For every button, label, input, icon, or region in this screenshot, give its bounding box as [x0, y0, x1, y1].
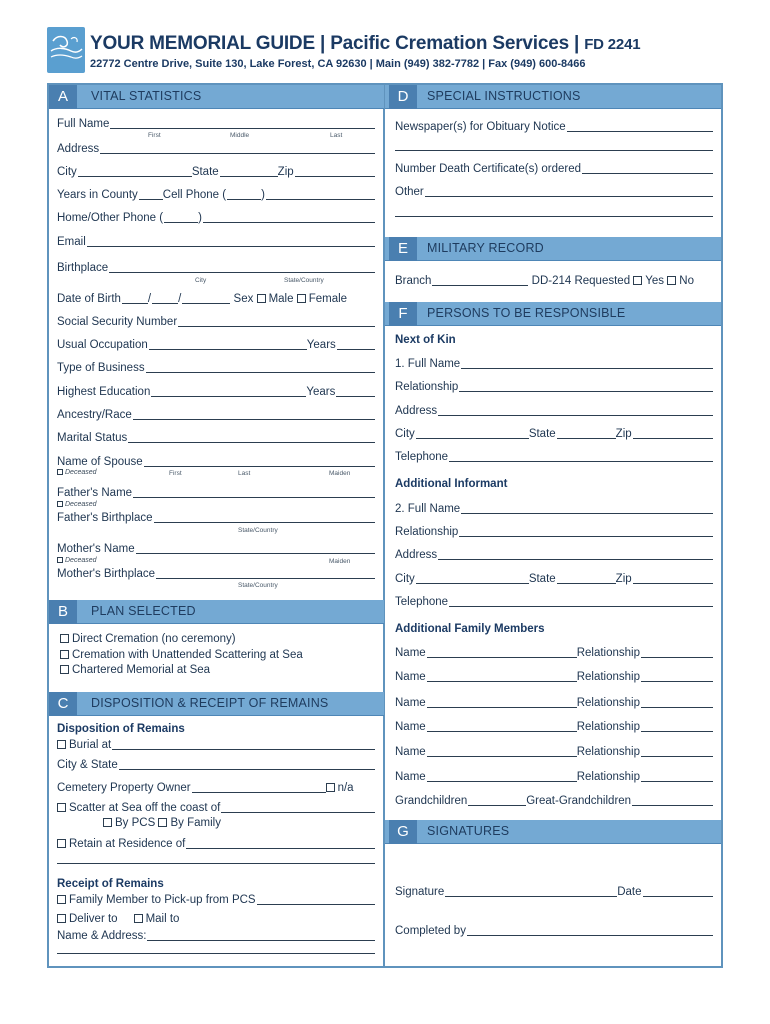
- section-e-title: MILITARY RECORD: [427, 241, 544, 255]
- retain-extra-line[interactable]: [57, 863, 375, 864]
- section-c-letter: C: [49, 692, 77, 716]
- city-state-field[interactable]: City & State: [57, 758, 375, 772]
- mother-deceased: Deceased: [57, 557, 97, 564]
- dd214-no-checkbox[interactable]: [667, 276, 676, 285]
- father-state-sublabel: State/Country: [238, 527, 278, 534]
- spouse-last-sublabel: Last: [238, 470, 251, 477]
- section-c-title: DISPOSITION & RECEIPT OF REMAINS: [91, 696, 329, 710]
- ancestry-field[interactable]: Ancestry/Race: [57, 408, 375, 422]
- education-field[interactable]: Highest Education Years: [57, 385, 375, 399]
- informant-telephone-field[interactable]: Telephone: [395, 595, 713, 609]
- years-cell-phone-field[interactable]: Years in County Cell Phone ( ): [57, 188, 375, 202]
- email-field[interactable]: Email: [57, 235, 375, 249]
- receipt-heading: Receipt of Remains: [57, 878, 164, 890]
- business-field[interactable]: Type of Business: [57, 361, 375, 375]
- scattering-checkbox[interactable]: [60, 650, 69, 659]
- by-family-checkbox[interactable]: [158, 818, 167, 827]
- other-field[interactable]: Other: [395, 185, 713, 199]
- section-b-letter: B: [49, 600, 77, 624]
- section-b-header: [49, 600, 384, 624]
- spouse-deceased: Deceased: [57, 469, 97, 476]
- plan-option-chartered[interactable]: Chartered Memorial at Sea: [60, 664, 210, 676]
- section-g-letter: G: [389, 820, 417, 844]
- section-a-letter: A: [49, 85, 77, 109]
- birthplace-field[interactable]: Birthplace: [57, 261, 375, 275]
- spouse-first-sublabel: First: [169, 470, 182, 477]
- na-checkbox[interactable]: [326, 783, 335, 792]
- company-address: 22772 Centre Drive, Suite 130, Lake Forest, CA 92630 | Main (949) 382-7782 | Fax (949) 600-8466: [90, 58, 586, 70]
- address-field[interactable]: Address: [57, 142, 375, 156]
- last-sublabel: Last: [330, 132, 343, 139]
- completed-by-field[interactable]: Completed by: [395, 924, 713, 938]
- spouse-deceased-checkbox[interactable]: [57, 469, 63, 475]
- birthplace-state-sublabel: State/Country: [284, 277, 324, 284]
- newspaper-field[interactable]: Newspaper(s) for Obituary Notice: [395, 120, 713, 134]
- family-member-row[interactable]: Name Relationship: [395, 720, 713, 734]
- informant-address-field[interactable]: Address: [395, 548, 713, 562]
- disposition-heading: Disposition of Remains: [57, 723, 185, 735]
- pickup-field[interactable]: Family Member to Pick-up from PCS: [57, 893, 375, 907]
- kin-telephone-field[interactable]: Telephone: [395, 450, 713, 464]
- deliver-mail-options: Deliver to Mail to: [57, 913, 179, 925]
- informant-heading: Additional Informant: [395, 478, 508, 490]
- birthplace-city-sublabel: City: [195, 277, 207, 284]
- direct-cremation-checkbox[interactable]: [60, 634, 69, 643]
- dd214-yes-checkbox[interactable]: [633, 276, 642, 285]
- company-logo: [47, 27, 85, 73]
- family-member-row[interactable]: Name Relationship: [395, 745, 713, 759]
- section-e-letter: E: [389, 237, 417, 261]
- burial-checkbox[interactable]: [57, 740, 66, 749]
- section-d-title: SPECIAL INSTRUCTIONS: [427, 89, 581, 103]
- family-member-row[interactable]: Name Relationship: [395, 670, 713, 684]
- father-deceased: Deceased: [57, 501, 97, 508]
- informant-full-name-field[interactable]: 2. Full Name: [395, 502, 713, 516]
- newspaper-extra-line[interactable]: [395, 150, 713, 151]
- section-b-title: PLAN SELECTED: [91, 604, 196, 618]
- chartered-memorial-checkbox[interactable]: [60, 665, 69, 674]
- deliver-checkbox[interactable]: [57, 914, 66, 923]
- section-a-title: VITAL STATISTICS: [91, 89, 202, 103]
- informant-city-state-zip-field[interactable]: City State Zip: [395, 572, 713, 586]
- death-certificates-field[interactable]: Number Death Certificate(s) ordered: [395, 162, 713, 176]
- father-deceased-checkbox[interactable]: [57, 501, 63, 507]
- other-extra-line[interactable]: [395, 216, 713, 217]
- burial-at-field[interactable]: Burial at: [57, 738, 375, 752]
- city-state-zip-field[interactable]: City State Zip: [57, 165, 375, 179]
- home-phone-field[interactable]: Home/Other Phone ( ): [57, 211, 375, 225]
- section-d-letter: D: [389, 85, 417, 109]
- kin-relationship-field[interactable]: Relationship: [395, 380, 713, 394]
- form-title: YOUR MEMORIAL GUIDE | Pacific Cremation Services | FD 2241: [90, 33, 641, 54]
- spouse-maiden-sublabel: Maiden: [329, 470, 351, 477]
- family-member-row[interactable]: Name Relationship: [395, 770, 713, 784]
- section-a-header: [49, 85, 384, 109]
- fd-number: FD 2241: [584, 36, 641, 53]
- date-of-birth-field[interactable]: Date of Birth / / Sex Male Female: [57, 293, 348, 305]
- grandchildren-field[interactable]: Grandchildren Great-Grandchildren: [395, 794, 713, 808]
- name-address-extra-line[interactable]: [57, 953, 375, 954]
- section-c-header: [49, 692, 384, 716]
- retain-checkbox[interactable]: [57, 839, 66, 848]
- family-member-row[interactable]: Name Relationship: [395, 646, 713, 660]
- plan-option-scattering[interactable]: Cremation with Unattended Scattering at Sea: [60, 649, 303, 661]
- section-f-title: PERSONS TO BE RESPONSIBLE: [427, 306, 626, 320]
- occupation-field[interactable]: Usual Occupation Years: [57, 338, 375, 352]
- informant-relationship-field[interactable]: Relationship: [395, 525, 713, 539]
- cemetery-owner-field[interactable]: Cemetery Property Owner n/a: [57, 782, 354, 794]
- first-sublabel: First: [148, 132, 161, 139]
- family-members-heading: Additional Family Members: [395, 623, 545, 635]
- middle-sublabel: Middle: [230, 132, 250, 139]
- section-g-title: SIGNATURES: [427, 824, 510, 838]
- father-birthplace-field[interactable]: Father's Birthplace: [57, 511, 375, 525]
- section-e-header: [385, 237, 721, 261]
- scatter-options: By PCS By Family: [103, 817, 221, 829]
- male-checkbox[interactable]: [257, 294, 266, 303]
- mother-state-sublabel: State/Country: [238, 582, 278, 589]
- mail-checkbox[interactable]: [134, 914, 143, 923]
- marital-status-field[interactable]: Marital Status: [57, 431, 375, 445]
- mother-birthplace-field[interactable]: Mother's Birthplace: [57, 567, 375, 581]
- spouse-field[interactable]: Name of Spouse: [57, 455, 375, 469]
- section-f-letter: F: [389, 302, 417, 326]
- section-g-header: [385, 820, 721, 844]
- next-of-kin-heading: Next of Kin: [395, 334, 456, 346]
- father-name-field[interactable]: Father's Name: [57, 486, 375, 500]
- plan-option-direct[interactable]: Direct Cremation (no ceremony): [60, 633, 236, 645]
- ssn-field[interactable]: Social Security Number: [57, 315, 375, 329]
- family-member-row[interactable]: Name Relationship: [395, 696, 713, 710]
- full-name-field[interactable]: Full Name: [57, 117, 375, 131]
- scatter-field[interactable]: Scatter at Sea off the coast of: [57, 801, 375, 815]
- military-branch-field[interactable]: Branch DD-214 Requested Yes No: [395, 275, 694, 287]
- female-checkbox[interactable]: [297, 294, 306, 303]
- signature-field[interactable]: Signature Date: [395, 885, 713, 899]
- kin-full-name-field[interactable]: 1. Full Name: [395, 357, 713, 371]
- scatter-checkbox[interactable]: [57, 803, 66, 812]
- mother-deceased-checkbox[interactable]: [57, 557, 63, 563]
- by-pcs-checkbox[interactable]: [103, 818, 112, 827]
- mother-name-field[interactable]: Mother's Name: [57, 542, 375, 556]
- pickup-checkbox[interactable]: [57, 895, 66, 904]
- mother-maiden-sublabel: Maiden: [329, 558, 351, 565]
- section-d-header: [385, 85, 721, 109]
- kin-address-field[interactable]: Address: [395, 404, 713, 418]
- kin-city-state-zip-field[interactable]: City State Zip: [395, 427, 713, 441]
- name-address-field[interactable]: Name & Address:: [57, 929, 375, 943]
- retain-field[interactable]: Retain at Residence of: [57, 837, 375, 851]
- section-f-header: [385, 302, 721, 326]
